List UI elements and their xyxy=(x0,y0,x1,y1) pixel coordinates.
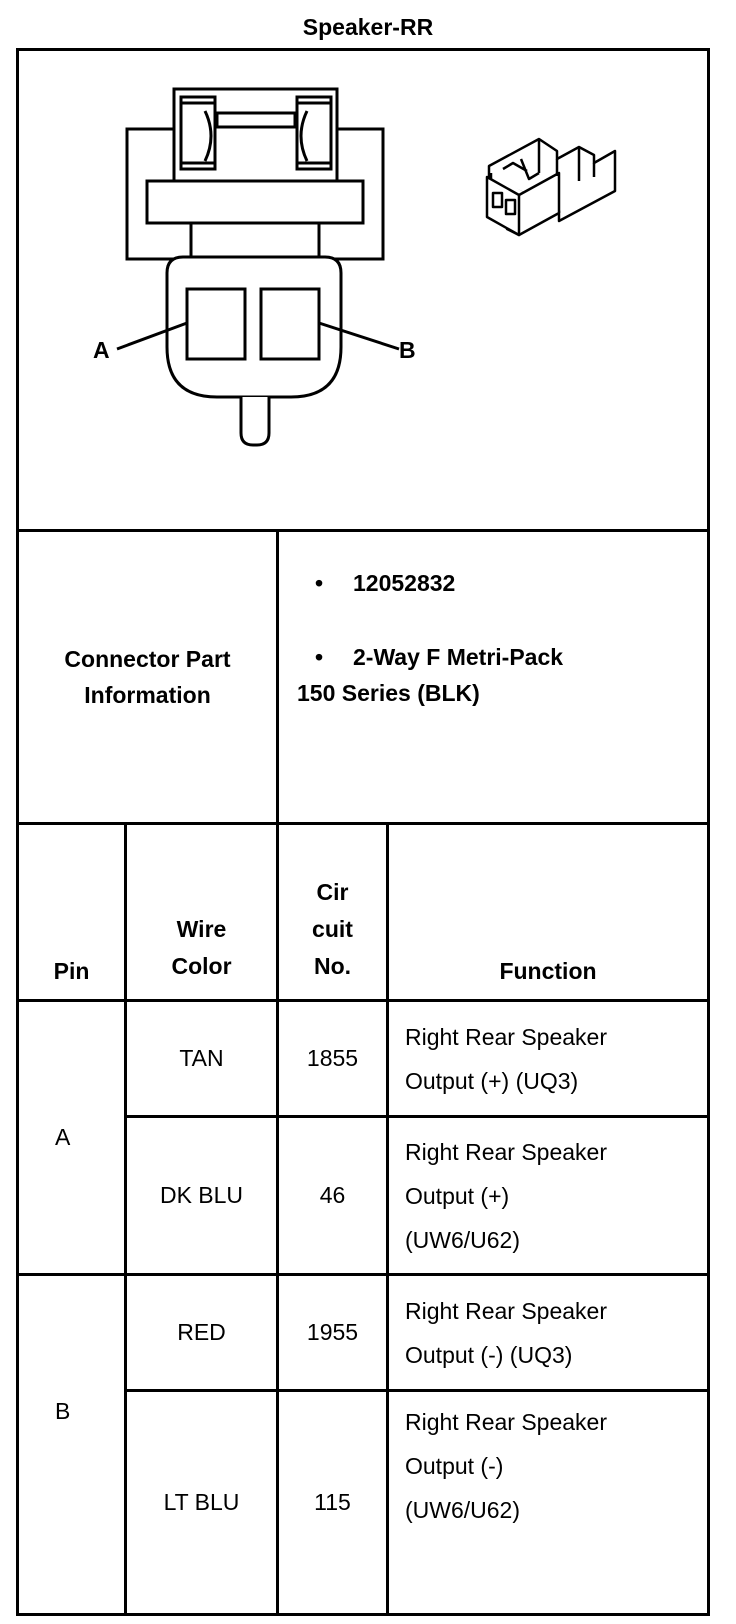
circuit-cell: 1955 xyxy=(306,1319,359,1345)
function-cell: Right Rear Speaker Output (-) (UQ3) xyxy=(405,1297,607,1368)
function-cell: Right Rear Speaker Output (-) (UW6/U62) xyxy=(405,1409,607,1523)
col-divider xyxy=(276,529,279,825)
connector-face-illustration xyxy=(19,51,707,532)
function-cell: Right Rear Speaker Output (+) (UQ3) xyxy=(405,1023,607,1094)
connector-title: Speaker-RR xyxy=(302,14,434,40)
connector-info-label xyxy=(19,532,276,822)
header-pin: Pin xyxy=(53,958,90,984)
circuit-cell: 46 xyxy=(319,1182,346,1208)
connector-diagram xyxy=(19,51,707,532)
header-wire-color: Wire Color xyxy=(171,916,232,979)
bullet: • xyxy=(315,644,324,670)
pin-b-label: B xyxy=(399,337,416,363)
wire-color-cell: DK BLU xyxy=(159,1182,244,1208)
wire-color-cell: TAN xyxy=(179,1045,224,1071)
circuit-cell: 1855 xyxy=(306,1045,359,1071)
pin-group-b: B xyxy=(55,1398,71,1424)
circuit-cell: 115 xyxy=(314,1489,351,1515)
connector-desc-line1: 2-Way F Metri-Pack xyxy=(353,644,564,670)
pin-a-label: A xyxy=(93,337,110,363)
connector-info-label-text: Connector Part Information xyxy=(64,646,231,708)
pin-group-a: A xyxy=(55,1124,71,1150)
bullet: • xyxy=(315,570,324,596)
function-cell: Right Rear Speaker Output (+) (UW6/U62) xyxy=(405,1138,607,1253)
header-circuit-no: Cir cuit No. xyxy=(312,879,353,979)
connector-desc-line2: 150 Series (BLK) xyxy=(297,680,480,706)
header-function: Function xyxy=(499,958,597,984)
wire-color-cell: RED xyxy=(177,1319,226,1345)
connector-table xyxy=(16,48,710,1616)
part-number: 12052832 xyxy=(353,570,456,596)
wire-color-cell: LT BLU xyxy=(163,1489,240,1515)
